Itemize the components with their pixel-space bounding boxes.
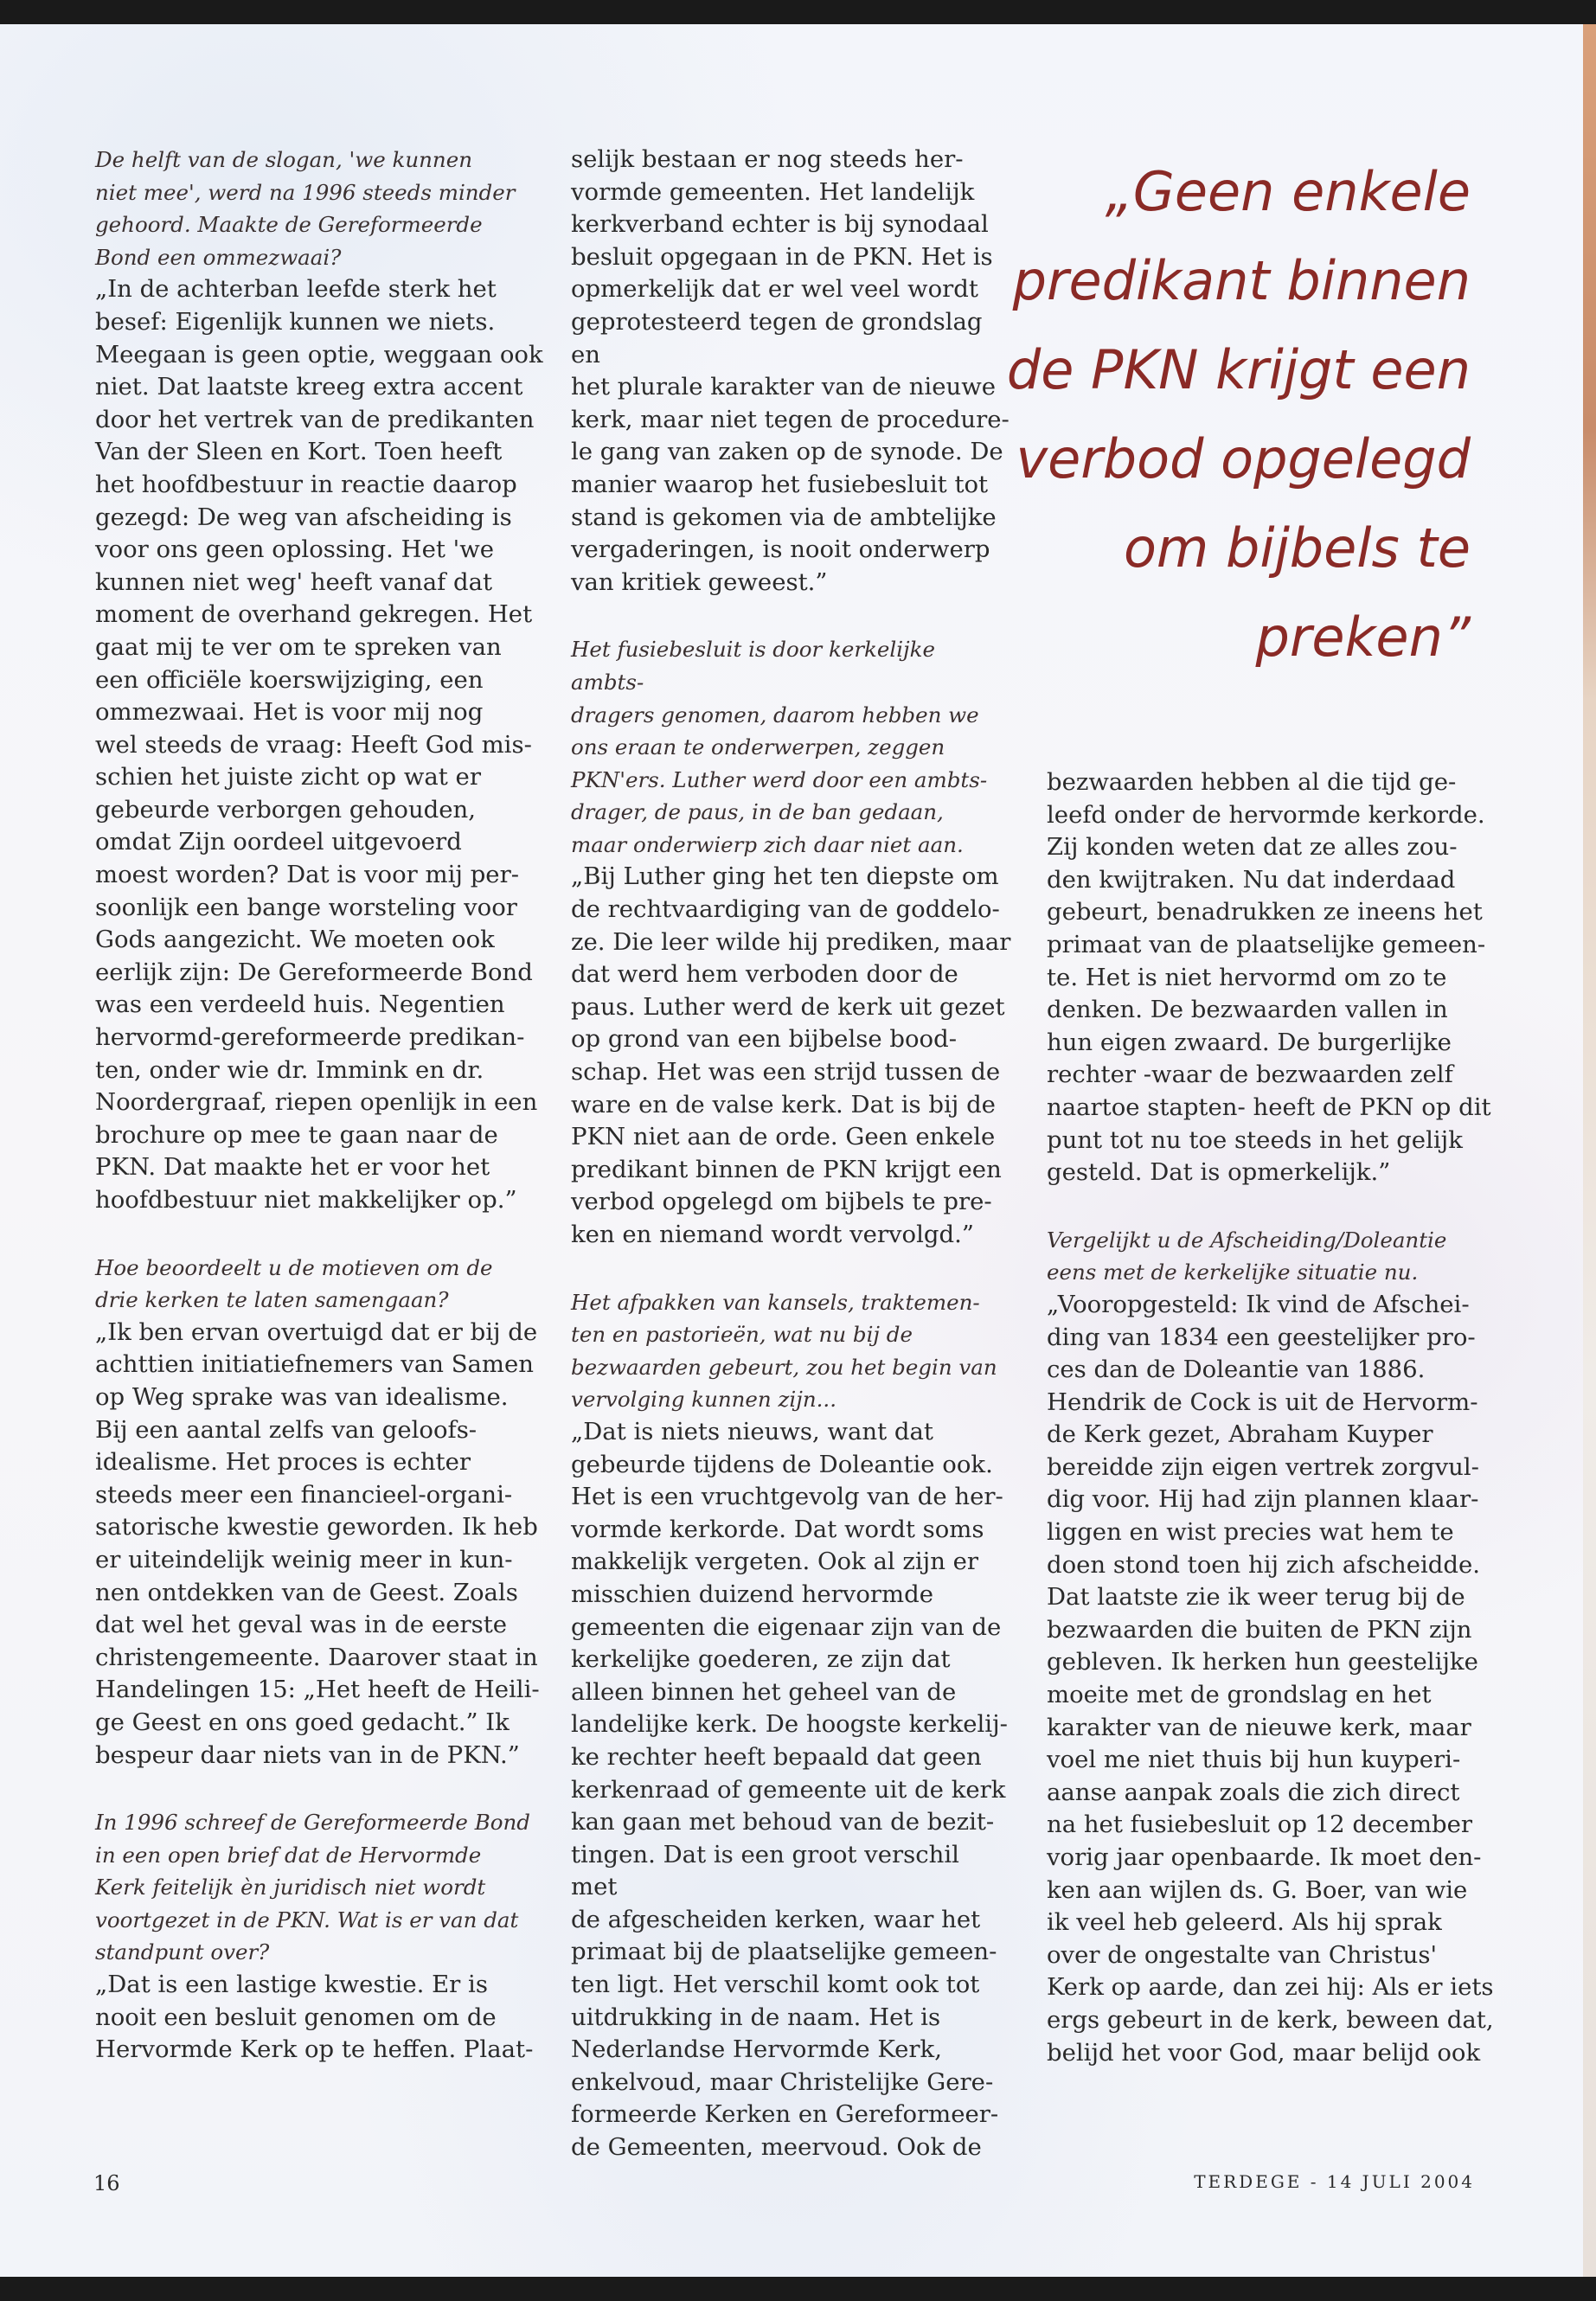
text-line: voor ons geen oplossing. Het 'we xyxy=(95,535,495,564)
pull-quote-line: predikant binnen xyxy=(1012,249,1471,312)
text-line: bezwaarden hebben al die tijd ge- xyxy=(1047,768,1457,796)
text-line: manier waarop het fusiebesluit tot xyxy=(571,470,989,498)
text-line: achttien initiatiefnemers van Samen xyxy=(95,1350,534,1379)
interview-question xyxy=(95,1252,545,1317)
text-line: op Weg sprake was van idealisme. xyxy=(95,1382,509,1411)
text-line: omdat Zijn oordeel uitgevoerd xyxy=(95,828,462,856)
text-line: moest worden? Dat is voor mij per- xyxy=(95,861,520,889)
text-line: Het afpakken van kansels, traktemen- xyxy=(571,1289,980,1315)
text-line: hervormd-gereformeerde predikan- xyxy=(95,1023,525,1052)
text-line: PKN niet aan de orde. Geen enkele xyxy=(571,1123,996,1151)
text-line: bespeur daar niets van in de PKN.” xyxy=(95,1740,520,1769)
text-line: christengemeente. Daarover staat in xyxy=(95,1643,538,1671)
text-line: moeite met de grondslag en het xyxy=(1047,1681,1432,1709)
text-line: Hendrik de Cock is uit de Hervorm- xyxy=(1047,1388,1478,1416)
text-line: vergaderingen, is nooit onderwerp xyxy=(571,535,990,564)
text-line: ze. Die leer wilde hij prediken, maar xyxy=(571,927,1011,956)
text-line: makkelijk vergeten. Ook al zijn er xyxy=(571,1548,979,1576)
text-line: niet mee', werd na 1996 steeds minder xyxy=(95,179,516,205)
text-line: eens met de kerkelijke situatie nu. xyxy=(1047,1259,1419,1285)
pull-quote-line: om bijbels te xyxy=(1123,516,1471,580)
text-line: was een verdeeld huis. Negentien xyxy=(95,990,505,1019)
text-line: selijk bestaan er nog steeds her- xyxy=(571,145,964,173)
text-line: gezegd: De weg van afscheiding is xyxy=(95,503,512,531)
scan-border-bottom xyxy=(0,2277,1596,2301)
text-line: besef: Eigenlijk kunnen we niets. xyxy=(95,307,496,336)
text-line: kerk, maar niet tegen de procedure- xyxy=(571,405,1010,433)
text-line: het hoofdbestuur in reactie daarop xyxy=(95,470,517,498)
text-line: Handelingen 15: „Het heeft de Heili- xyxy=(95,1676,540,1704)
text-line: naartoe stapten- heeft de PKN op dit xyxy=(1047,1093,1491,1121)
text-line: Bond een ommezwaai? xyxy=(95,244,342,270)
text-line: vormde gemeenten. Het landelijk xyxy=(571,177,975,206)
text-line: Kerk feitelijk èn juridisch niet wordt xyxy=(95,1875,486,1900)
text-line: wel steeds de vraag: Heeft God mis- xyxy=(95,730,532,759)
text-line: nen ontdekken van de Geest. Zoals xyxy=(95,1578,518,1606)
text-line: ten, onder wie dr. Immink en dr. xyxy=(95,1055,484,1084)
pull-quote xyxy=(995,147,1471,682)
text-line: ik veel heb geleerd. Als hij sprak xyxy=(1047,1908,1442,1937)
interview-question xyxy=(571,1286,1012,1416)
text-line: misschien duizend hervormde xyxy=(571,1580,933,1608)
pull-quote-line: preken” xyxy=(1255,606,1471,669)
text-line: alleen binnen het geheel van de xyxy=(571,1677,957,1706)
text-line: le gang van zaken op de synode. De xyxy=(571,438,1003,466)
text-line: doen stond toen hij zich afscheidde. xyxy=(1047,1550,1481,1579)
text-line: karakter van de nieuwe kerk, maar xyxy=(1047,1713,1471,1741)
text-column-1 xyxy=(95,144,545,2067)
text-line: „Vooropgesteld: Ik vind de Afschei- xyxy=(1047,1290,1470,1318)
page-edge-strip xyxy=(1583,24,1596,2277)
text-line: schien het juiste zicht op wat er xyxy=(95,763,481,792)
text-line: „Dat is een lastige kwestie. Er is xyxy=(95,1971,488,1999)
text-line: ken aan wijlen ds. G. Boer, van wie xyxy=(1047,1875,1468,1904)
text-line: gesteld. Dat is opmerkelijk.” xyxy=(1047,1158,1391,1187)
text-line: ken en niemand wordt vervolgd.” xyxy=(571,1221,974,1248)
text-line: gebeurde tijdens de Doleantie ook. xyxy=(571,1450,993,1478)
text-line: gaat mij te ver om te spreken van xyxy=(95,632,502,661)
text-line: brochure op mee te gaan naar de xyxy=(95,1120,498,1149)
text-line: ding van 1834 een geestelijker pro- xyxy=(1047,1323,1476,1351)
text-line: Het is een vruchtgevolg van de her- xyxy=(571,1483,1003,1511)
interview-answer xyxy=(1047,766,1497,1189)
interview-answer xyxy=(95,273,545,1216)
text-line: ten en pastorieën, wat nu bij de xyxy=(571,1322,913,1348)
text-column-3 xyxy=(1047,766,1497,2069)
text-line: de Kerk gezet, Abraham Kuyper xyxy=(1047,1420,1433,1449)
text-line: Bij een aantal zelfs van geloofs- xyxy=(95,1415,478,1444)
text-line: PKN'ers. Luther werd door een ambts- xyxy=(571,766,988,792)
text-line: rechter -waar de bezwaarden zelf xyxy=(1047,1061,1453,1089)
text-line: satorische kwestie geworden. Ik heb xyxy=(95,1513,538,1541)
text-line: van kritiek geweest.” xyxy=(571,567,828,596)
text-line: de rechtvaardiging van de goddelo- xyxy=(571,895,1000,924)
text-line: uitdrukking in de naam. Het is xyxy=(571,2003,941,2031)
text-line: paus. Luther werd de kerk uit gezet xyxy=(571,992,1005,1021)
text-line: dragers genomen, daarom hebben we xyxy=(571,702,979,727)
interview-question xyxy=(1047,1224,1497,1289)
text-line: enkelvoud, maar Christelijke Gere- xyxy=(571,2067,994,2096)
text-line: gemeenten die eigenaar zijn van de xyxy=(571,1612,1002,1641)
text-line: Het fusiebesluit is door kerkelijke ambts- xyxy=(571,637,935,695)
text-line: een officiële koerswijziging, een xyxy=(95,665,484,694)
text-line: „Ik ben ervan overtuigd dat er bij de xyxy=(95,1317,538,1346)
text-line: drager, de paus, in de ban gedaan, xyxy=(571,799,944,825)
text-line: voortgezet in de PKN. Wat is er van dat xyxy=(95,1907,519,1932)
interview-answer xyxy=(571,1416,1012,2164)
text-line: ommezwaai. Het is voor mij nog xyxy=(95,698,484,727)
text-line: kerkelijke goederen, ze zijn dat xyxy=(571,1645,951,1674)
text-line: belijd het voor God, maar belijd ook xyxy=(1047,2038,1481,2067)
text-line: bezwaarden die buiten de PKN zijn xyxy=(1047,1615,1472,1644)
text-line: idealisme. Het proces is echter xyxy=(95,1448,471,1477)
text-line: drie kerken te laten samengaan? xyxy=(95,1287,449,1313)
text-line: vervolging kunnen zijn... xyxy=(571,1387,836,1413)
text-line: na het fusiebesluit op 12 december xyxy=(1047,1811,1473,1839)
text-line: voel me niet thuis bij hun kuyperi- xyxy=(1047,1746,1461,1774)
interview-answer xyxy=(571,861,1012,1251)
text-line: denken. De bezwaarden vallen in xyxy=(1047,996,1448,1024)
text-line: leefd onder de hervormde kerkorde. xyxy=(1047,800,1485,829)
text-line: eerlijk zijn: De Gereformeerde Bond xyxy=(95,958,533,986)
text-line: „In de achterban leefde sterk het xyxy=(95,275,497,304)
interview-question xyxy=(95,1806,545,1969)
text-line: In 1996 schreef de Gereformeerde Bond xyxy=(95,1810,530,1836)
text-line: door het vertrek van de predikanten xyxy=(95,405,535,433)
pull-quote-line: „Geen enkele xyxy=(1105,160,1471,223)
text-line: stand is gekomen via de ambtelijke xyxy=(571,503,997,531)
text-line: er uiteindelijk weinig meer in kun- xyxy=(95,1545,513,1574)
text-line: „Dat is niets nieuws, want dat xyxy=(571,1417,933,1445)
text-line: hun eigen zwaard. De burgerlijke xyxy=(1047,1028,1452,1056)
text-line: Vergelijkt u de Afscheiding/Doleantie xyxy=(1047,1227,1447,1253)
text-line: primaat bij de plaatselijke gemeen- xyxy=(571,1938,997,1966)
text-line: landelijke kerk. De hoogste kerkelij- xyxy=(571,1710,1008,1739)
text-line: standpunt over? xyxy=(95,1939,270,1965)
text-line: gebeurt, benadrukken ze ineens het xyxy=(1047,898,1483,926)
text-line: Gods aangezicht. We moeten ook xyxy=(95,926,495,954)
text-line: over de ongestalte van Christus' xyxy=(1047,1940,1438,1969)
text-line: geprotesteerd tegen de grondslag en xyxy=(571,307,983,369)
text-line: liggen en wist precies wat hem te xyxy=(1047,1518,1454,1547)
text-line: steeds meer een financieel-organi- xyxy=(95,1480,513,1509)
text-line: ons eraan te onderwerpen, zeggen xyxy=(571,734,945,760)
text-line: Meegaan is geen optie, weggaan ook xyxy=(95,340,543,369)
scan-border-top xyxy=(0,0,1596,24)
text-line: aanse aanpak zoals die zich direct xyxy=(1047,1778,1460,1806)
interview-question xyxy=(95,144,545,273)
text-line: schap. Het was een strijd tussen de xyxy=(571,1058,1001,1086)
text-line: in een open brief dat de Hervormde xyxy=(95,1842,482,1868)
text-line: nooit een besluit genomen om de xyxy=(95,2003,497,2031)
text-line: „Bij Luther ging het ten diepste om xyxy=(571,862,999,891)
text-line: de Gemeenten, meervoud. Ook de xyxy=(571,2133,982,2162)
text-line: het plurale karakter van de nieuwe xyxy=(571,373,997,401)
text-line: Van der Sleen en Kort. Toen heeft xyxy=(95,438,503,466)
text-line: kerkenraad of gemeente uit de kerk xyxy=(571,1775,1006,1804)
text-line: soonlijk een bange worsteling voor xyxy=(95,893,517,921)
text-line: kerkverband echter is bij synodaal xyxy=(571,210,989,239)
text-line: Hervormde Kerk op te heffen. Plaat- xyxy=(95,2035,534,2064)
text-line: de afgescheiden kerken, waar het xyxy=(571,1905,981,1933)
interview-answer xyxy=(571,144,1012,599)
text-line: formeerde Kerken en Gereformeer- xyxy=(571,2100,999,2129)
text-line: vorig jaar openbaarde. Ik moet den- xyxy=(1047,1843,1482,1871)
text-line: Dat laatste zie ik weer terug bij de xyxy=(1047,1583,1465,1612)
text-line: kan gaan met behoud van de bezit- xyxy=(571,1808,995,1836)
text-line: Zij konden weten dat ze alles zou- xyxy=(1047,833,1458,862)
interview-question xyxy=(571,633,1012,861)
text-line: ke rechter heeft bepaald dat geen xyxy=(571,1742,982,1771)
interview-answer xyxy=(95,1969,545,2067)
text-line: verbod opgelegd om bijbels te pre- xyxy=(571,1188,992,1216)
text-line: op grond van een bijbelse bood- xyxy=(571,1025,957,1054)
text-line: ten ligt. Het verschil komt ook tot xyxy=(571,1971,980,1999)
text-line: ge Geest en ons goed gedacht.” Ik xyxy=(95,1708,510,1736)
text-line: besluit opgegaan in de PKN. Het is xyxy=(571,242,993,271)
text-line: dat werd hem verboden door de xyxy=(571,960,958,989)
text-line: vormde kerkorde. Dat wordt soms xyxy=(571,1515,984,1543)
interview-answer xyxy=(95,1317,545,1772)
text-line: gebeurde verborgen gehouden, xyxy=(95,795,477,824)
text-line: Hoe beoordeelt u de motieven om de xyxy=(95,1254,493,1280)
text-line: bezwaarden gebeurt, zou het begin van xyxy=(571,1354,997,1380)
text-line: kunnen niet weg' heeft vanaf dat xyxy=(95,567,493,596)
text-line: ware en de valse kerk. Dat is bij de xyxy=(571,1090,996,1118)
text-line: niet. Dat laatste kreeg extra accent xyxy=(95,373,523,401)
text-line: predikant binnen de PKN krijgt een xyxy=(571,1155,1002,1183)
text-line: ces dan de Doleantie van 1886. xyxy=(1047,1356,1426,1384)
page-number: 16 xyxy=(93,2171,120,2195)
text-line: hoofdbestuur niet makkelijker op.” xyxy=(95,1186,517,1214)
pull-quote-line: de PKN krijgt een xyxy=(1006,338,1471,401)
text-line: De helft van de slogan, 'we kunnen xyxy=(95,147,472,172)
interview-answer xyxy=(1047,1289,1497,2069)
issue-footer: TERDEGE - 14 JULI 2004 xyxy=(1194,2171,1475,2192)
text-line: punt tot nu toe steeds in het gelijk xyxy=(1047,1125,1463,1154)
text-line: ergs gebeurt in de kerk, beween dat, xyxy=(1047,2005,1494,2034)
text-line: Noordergraaf, riepen openlijk in een xyxy=(95,1088,538,1117)
text-line: dig voor. Hij had zijn plannen klaar- xyxy=(1047,1485,1479,1514)
text-line: gebleven. Ik herken hun geestelijke xyxy=(1047,1648,1478,1676)
text-line: tingen. Dat is een groot verschil met xyxy=(571,1840,959,1901)
text-line: opmerkelijk dat er wel veel wordt xyxy=(571,275,978,304)
text-line: dat wel het geval was in de eerste xyxy=(95,1611,508,1639)
text-line: primaat van de plaatselijke gemeen- xyxy=(1047,930,1486,958)
text-line: den kwijtraken. Nu dat inderdaad xyxy=(1047,865,1456,894)
text-line: Nederlandse Hervormde Kerk, xyxy=(571,2035,942,2064)
text-column-2 xyxy=(571,144,1012,2164)
text-line: te. Het is niet hervormd om zo te xyxy=(1047,963,1447,991)
text-line: moment de overhand gekregen. Het xyxy=(95,600,533,629)
text-line: Kerk op aarde, dan zei hij: Als er iets xyxy=(1047,1973,1494,2002)
text-line: maar onderwierp zich daar niet aan. xyxy=(571,831,964,857)
text-line: PKN. Dat maakte het er voor het xyxy=(95,1153,490,1182)
text-line: bereidde zijn eigen vertrek zorgvul- xyxy=(1047,1452,1479,1481)
text-line: gehoord. Maakte de Gereformeerde xyxy=(95,212,483,238)
pull-quote-line: verbod opgelegd xyxy=(1016,427,1471,490)
